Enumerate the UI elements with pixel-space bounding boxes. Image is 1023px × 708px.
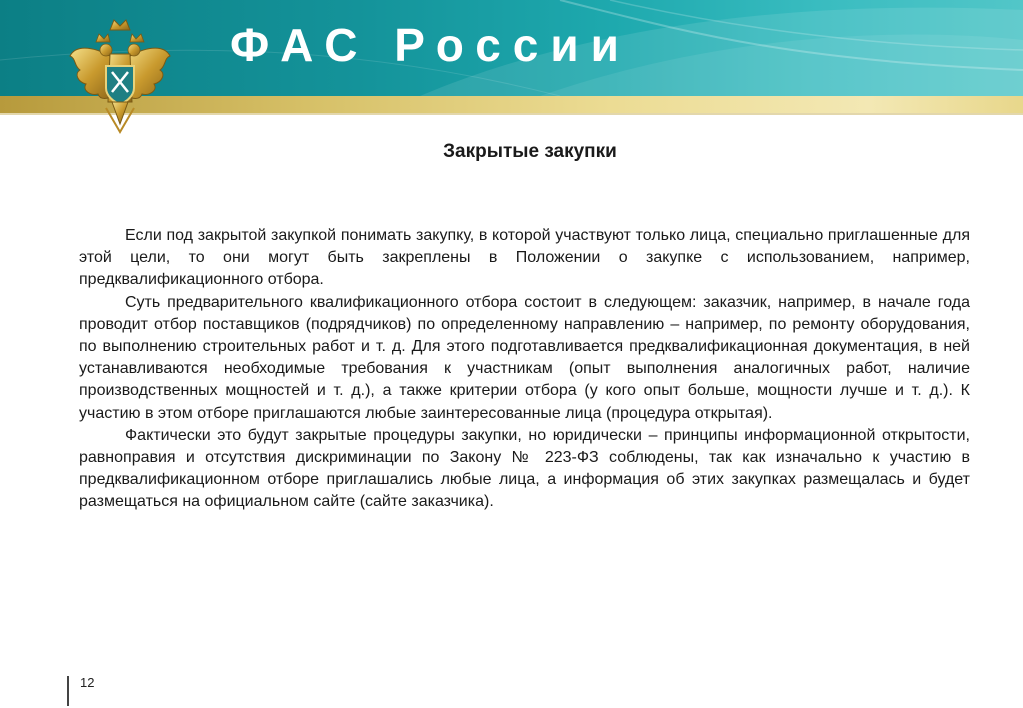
organization-title: ФАС России bbox=[230, 19, 631, 71]
slide-title: Закрытые закупки bbox=[443, 141, 617, 162]
body-paragraph: Если под закрытой закупкой понимать закупку, в которой участвуют только лица, специально приглашенные для этой цели, то они могут быть закреплены в Положении о закупке с использованием, например, предквалификационного отбора. bbox=[79, 227, 970, 289]
body-paragraph: Суть предварительного квалификационного отбора состоит в следующем: заказчик, например, в начале года проводит отбор поставщиков (подрядчиков) по определенному направлению – например, по ремонту оборудования, по выполнению строительных работ и т. д. Для этого подготавливается предквалификационная документация, в ней устанавливаются необходимые требования к участникам (опыт выполнения аналогичных работ, наличие производственных мощностей и т. д.), а также критерии отбора (у кого опыт больше, мощности лучше и т. д.). К участию в этом отборе приглашаются любые заинтересованные лица (процедура открытая). bbox=[79, 293, 970, 422]
double-headed-eagle-emblem-icon bbox=[66, 16, 174, 136]
slide-body bbox=[79, 225, 970, 514]
body-paragraph: Фактически это будут закрытые процедуры закупки, но юридически – принципы информационной открытости, равноправия и отсутствия дискриминации по Закону № 223-ФЗ соблюдены, так как изначально к участию в предквалификационном отборе приглашались любые лица, а информация об этих закупках размещалась и будет размещаться на официальном сайте (сайте заказчика). bbox=[79, 426, 970, 511]
footer-divider bbox=[67, 676, 69, 706]
page-number: 12 bbox=[80, 675, 95, 690]
